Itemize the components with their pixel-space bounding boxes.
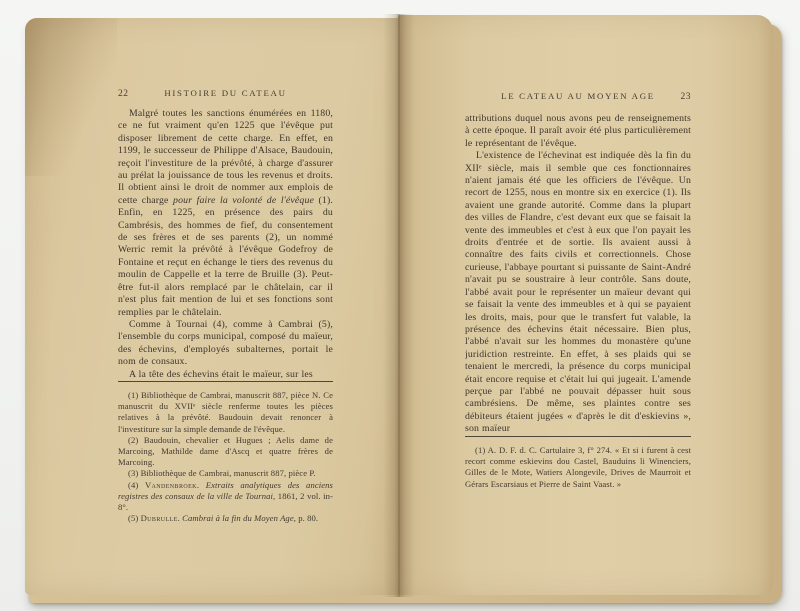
text-segment-smallcaps: Vandenbroek [144, 479, 197, 490]
footnote [118, 513, 333, 524]
body-paragraph [118, 319, 333, 369]
footnote-separator [465, 436, 691, 437]
text-segment-italic: Cambrai à la fin du Moyen Age [182, 513, 294, 524]
text-segment: (2) Baudouin, chevalier et Hugues ; Aelis dame de Marcoing, Mathilde dame d'Ascq et quatre frères de Marcoing. [118, 434, 333, 468]
left-page-body [118, 108, 333, 378]
right-page-column [465, 91, 691, 435]
left-page [25, 18, 398, 595]
text-segment-smallcaps: Dubrulle [140, 513, 178, 524]
right-page [398, 15, 773, 595]
text-segment: (5) [128, 513, 141, 524]
body-paragraph [118, 369, 333, 378]
left-page-column [118, 88, 333, 378]
text-segment: Comme à Tournai (4), comme à Cambrai (5), l'ensemble du corps municipal, composé du maïeur, des échevins, d'employés subalternes, portait le nom de consaux. [118, 318, 333, 368]
text-segment: (1) A. D. F. d. C. Cartulaire 3, f° 274. « Et si i furent à cest recort comme eskievins dou Castel, Bauduins li Winenciers, Gilles de le Mote, Watiers Alongevile, Drives de Maurroit et Gérars Escarsiaus et Pierre de Saint Vaast. » [465, 445, 691, 489]
page-number: 22 [118, 89, 129, 99]
text-segment: attributions duquel nous avons peu de renseignements à cette époque. Il paraît avoir été plus particulièrement le représentant de l'évêque. [465, 113, 691, 149]
right-page-header [465, 91, 691, 107]
body-paragraph [465, 150, 691, 435]
text-segment: (1). Enfin, en 1225, en présence des pairs du Cambrésis, des hommes de fief, du consentement de ses frères et de ses parents (2), un nommé Werric remit la prévôté à l'évêque Godefroy de Fontaine et reçut en échange le tiers des revenus du moulin de Cappelle et la terre de Bruille (3). Peut-être fut-il alors remplacé par le châtelain, car il n'est plus fait mention de lui et ses fonctions sont remplies par le châtelain. [118, 194, 333, 318]
text-segment: Malgré toutes les sanctions énumérées en 1180, ce ne fut vraiment qu'en 1225 que l'évêque put disposer librement de cette charge. En effet, en 1199, le successeur de Philippe d'Alsace, Baudouin, reçoit l'investiture de la prévôté, à charge d'assurer au prélat la jouissance de tous les revenus et droits. Il obtient ainsi le droit de nommer aux emplois de cette charge [118, 108, 333, 206]
left-page-header [118, 88, 333, 104]
text-segment: , 1861, 2 vol. in-8°. [118, 490, 333, 513]
body-paragraph [465, 113, 691, 150]
text-segment: . [196, 479, 206, 490]
footnote-separator [118, 381, 333, 382]
footnote [465, 445, 691, 490]
text-segment: (3) Bibliothèque de Cambrai, manuscrit 887, pièce P. [128, 468, 316, 479]
footnote [118, 435, 333, 469]
text-segment: (1) Bibliothèque de Cambrai, manuscrit 887, pièce N. Ce manuscrit du XVIIᵉ siècle renferme toutes les pièces relatives à la prévôté. Baudouin devait renoncer à l'investiture sur la simple demande de l'évêque. [118, 390, 333, 434]
footnote [118, 390, 333, 435]
right-page-footnotes [465, 436, 691, 490]
right-page-body [465, 113, 691, 435]
text-segment: A la tête des échevins était le maïeur, sur les [129, 368, 313, 378]
running-title: LE CATEAU AU MOYEN AGE [501, 91, 655, 101]
text-segment: L'existence de l'échevinat est indiquée dès la fin du XIIᵉ siècle, mais il semble que ces fonctionnaires n'aient jamais été que les officiers de l'évêque. Un recort de 1255, nous en montre six en exercice (1). Ils avaient une grande autorité. Comme dans la plupart des villes de Flandre, c'est devant eux que se faisait la vente des immeubles et c'est à eux que l'on payait les droits d'entrée et de sortie. Ils avaient aussi à connaître des faits civils et correctionnels. Chose curieuse, l'abbaye pourtant si puissante de Saint-André n'avait pu se soustraire à leur contrôle. Sans doute, l'abbé avait pour le représenter un maïeur devant qui se faisait la vente des immeubles et à qui se payaient les droits, mais, pour que le transfert fut valable, la présence des échevins était nécessaire. Bien plus, l'abbé n'avait sur les hommes du monastère qu'une juridiction restreinte. En effet, à ses plaids qui se tenaient le mercredi, la présence du corps municipal était encore requise et c'était lui qui jugeait. L'amende perçue par l'abbé ne pouvait dépasser huit sous cambrésiens. De même, ses plaintes contre ses débiteurs étaient jugées « d'après le dit d'eskievins », son maïeur [465, 150, 691, 435]
text-segment: , p. 80. [293, 513, 319, 524]
footnote-list [118, 390, 333, 524]
page-corner-fold [25, 18, 117, 176]
footnote-list [465, 445, 691, 490]
text-segment-italic: Extraits analytiques des anciens registres des consaux de la ville de Tournai [118, 479, 334, 501]
footnote [118, 468, 333, 479]
body-paragraph [118, 108, 333, 319]
text-segment-italic: pour faire la volonté de l'évêque [173, 194, 315, 206]
text-segment: (4) [128, 479, 145, 490]
footnote [118, 480, 333, 514]
running-title: HISTOIRE DU CATEAU [164, 88, 287, 98]
text-segment: . [177, 513, 183, 524]
left-page-footnotes [118, 381, 333, 524]
page-number: 23 [680, 92, 691, 102]
